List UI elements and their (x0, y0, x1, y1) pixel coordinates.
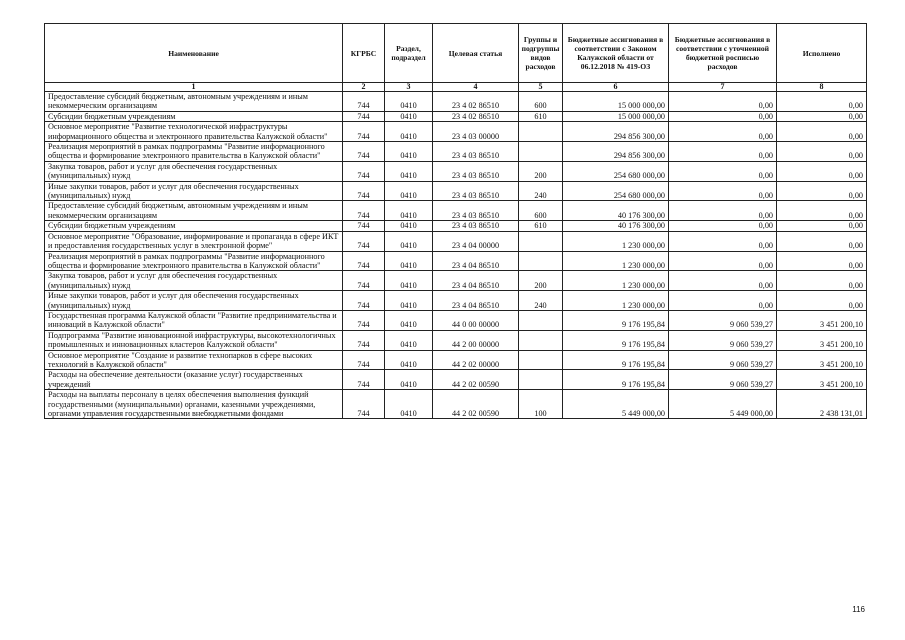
table-row (45, 201, 867, 221)
row-razdel: 0410 (385, 221, 433, 231)
row-razdel: 0410 (385, 310, 433, 330)
row-name: Предоставление субсидий бюджетным, автономным учреждениям и иным некоммерческим организациям (45, 92, 343, 112)
row-budget-refined: 9 060 539,27 (669, 370, 777, 390)
row-target-article: 44 2 02 00590 (433, 370, 519, 390)
row-kgrbs: 744 (343, 271, 385, 291)
row-executed: 3 451 200,10 (777, 370, 867, 390)
row-budget-law: 9 176 195,84 (563, 370, 669, 390)
column-number: 3 (385, 83, 433, 92)
row-budget-law: 9 176 195,84 (563, 330, 669, 350)
table-row (45, 142, 867, 162)
row-expense-group: 240 (519, 181, 563, 201)
row-razdel: 0410 (385, 122, 433, 142)
row-target-article: 23 4 03 86510 (433, 201, 519, 221)
row-razdel: 0410 (385, 330, 433, 350)
row-budget-law: 9 176 195,84 (563, 350, 669, 370)
row-expense-group (519, 330, 563, 350)
row-kgrbs: 744 (343, 330, 385, 350)
row-razdel: 0410 (385, 161, 433, 181)
row-budget-law: 15 000 000,00 (563, 111, 669, 121)
row-executed: 0,00 (777, 271, 867, 291)
table-row (45, 92, 867, 112)
row-expense-group: 600 (519, 201, 563, 221)
row-executed: 0,00 (777, 291, 867, 311)
header-executed: Исполнено (777, 24, 867, 83)
row-executed: 3 451 200,10 (777, 330, 867, 350)
row-razdel: 0410 (385, 142, 433, 162)
header-budget-refined: Бюджетные ассигнования в соответствии с уточненной бюджетной росписью расходов (669, 24, 777, 83)
row-kgrbs: 744 (343, 111, 385, 121)
row-expense-group (519, 231, 563, 251)
row-budget-refined: 5 449 000,00 (669, 390, 777, 419)
row-budget-refined: 9 060 539,27 (669, 310, 777, 330)
row-name: Субсидии бюджетным учреждениям (45, 111, 343, 121)
row-budget-law: 1 230 000,00 (563, 231, 669, 251)
row-razdel: 0410 (385, 390, 433, 419)
row-kgrbs: 744 (343, 251, 385, 271)
row-budget-law: 5 449 000,00 (563, 390, 669, 419)
table-row (45, 221, 867, 231)
row-target-article: 44 0 00 00000 (433, 310, 519, 330)
row-budget-law: 9 176 195,84 (563, 310, 669, 330)
table-row (45, 122, 867, 142)
row-budget-refined: 0,00 (669, 201, 777, 221)
row-target-article: 23 4 04 86510 (433, 271, 519, 291)
row-expense-group: 600 (519, 92, 563, 112)
row-budget-refined: 0,00 (669, 111, 777, 121)
row-name: Иные закупки товаров, работ и услуг для обеспечения государственных (муниципальных) нужд (45, 181, 343, 201)
column-number-row (45, 83, 867, 92)
row-expense-group: 240 (519, 291, 563, 311)
table-body (45, 92, 867, 419)
row-executed: 0,00 (777, 142, 867, 162)
column-number: 8 (777, 83, 867, 92)
row-razdel: 0410 (385, 201, 433, 221)
row-kgrbs: 744 (343, 142, 385, 162)
row-budget-refined: 0,00 (669, 231, 777, 251)
row-kgrbs: 744 (343, 92, 385, 112)
row-razdel: 0410 (385, 92, 433, 112)
row-expense-group: 610 (519, 221, 563, 231)
row-budget-refined: 0,00 (669, 142, 777, 162)
row-target-article: 23 4 02 86510 (433, 92, 519, 112)
row-expense-group (519, 350, 563, 370)
row-target-article: 23 4 02 86510 (433, 111, 519, 121)
row-executed: 0,00 (777, 221, 867, 231)
row-target-article: 23 4 03 86510 (433, 142, 519, 162)
column-number: 7 (669, 83, 777, 92)
row-budget-refined: 0,00 (669, 291, 777, 311)
row-budget-law: 1 230 000,00 (563, 271, 669, 291)
row-budget-law: 254 680 000,00 (563, 161, 669, 181)
row-kgrbs: 744 (343, 201, 385, 221)
row-name: Реализация мероприятий в рамках подпрограммы "Развитие информационного общества и формирование электронного правительства в Калужской области" (45, 142, 343, 162)
row-name: Закупка товаров, работ и услуг для обеспечения государственных (муниципальных) нужд (45, 161, 343, 181)
row-expense-group (519, 142, 563, 162)
row-expense-group: 200 (519, 161, 563, 181)
row-name: Реализация мероприятий в рамках подпрограммы "Развитие информационного общества и формирование электронного правительства в Калужской области" (45, 251, 343, 271)
row-razdel: 0410 (385, 231, 433, 251)
row-executed: 2 438 131,01 (777, 390, 867, 419)
row-name: Предоставление субсидий бюджетным, автономным учреждениям и иным некоммерческим организациям (45, 201, 343, 221)
header-razdel: Раздел, подраздел (385, 24, 433, 83)
row-kgrbs: 744 (343, 370, 385, 390)
row-expense-group (519, 310, 563, 330)
row-budget-refined: 0,00 (669, 251, 777, 271)
row-kgrbs: 744 (343, 231, 385, 251)
table-row (45, 231, 867, 251)
row-budget-refined: 0,00 (669, 122, 777, 142)
page-number: 116 (852, 605, 865, 614)
row-target-article: 23 4 03 00000 (433, 122, 519, 142)
column-number: 5 (519, 83, 563, 92)
row-name: Основное мероприятие "Развитие технологической инфраструктуры информационного общества и электронного правительства Калужской области" (45, 122, 343, 142)
row-razdel: 0410 (385, 291, 433, 311)
row-kgrbs: 744 (343, 350, 385, 370)
row-target-article: 44 2 02 00590 (433, 390, 519, 419)
row-target-article: 44 2 00 00000 (433, 330, 519, 350)
row-budget-refined: 0,00 (669, 161, 777, 181)
table-row (45, 370, 867, 390)
row-budget-refined: 9 060 539,27 (669, 330, 777, 350)
row-budget-refined: 0,00 (669, 92, 777, 112)
table-row (45, 181, 867, 201)
row-budget-refined: 9 060 539,27 (669, 350, 777, 370)
table-row (45, 271, 867, 291)
row-kgrbs: 744 (343, 161, 385, 181)
table-row (45, 350, 867, 370)
row-expense-group: 610 (519, 111, 563, 121)
row-budget-law: 294 856 300,00 (563, 122, 669, 142)
row-budget-refined: 0,00 (669, 181, 777, 201)
row-expense-group: 200 (519, 271, 563, 291)
row-executed: 0,00 (777, 161, 867, 181)
row-name: Расходы на выплаты персоналу в целях обеспечения выполнения функций государственными (муниципальными) органами, казенными учреждениями, органами управления государственными внебюджетными фондами (45, 390, 343, 419)
row-kgrbs: 744 (343, 291, 385, 311)
row-executed: 0,00 (777, 122, 867, 142)
row-razdel: 0410 (385, 350, 433, 370)
row-expense-group (519, 251, 563, 271)
column-number: 1 (45, 83, 343, 92)
table-row (45, 310, 867, 330)
row-razdel: 0410 (385, 251, 433, 271)
row-budget-law: 15 000 000,00 (563, 92, 669, 112)
row-target-article: 23 4 03 86510 (433, 161, 519, 181)
row-target-article: 23 4 04 86510 (433, 251, 519, 271)
row-kgrbs: 744 (343, 181, 385, 201)
row-razdel: 0410 (385, 181, 433, 201)
row-target-article: 23 4 04 00000 (433, 231, 519, 251)
row-expense-group (519, 370, 563, 390)
row-razdel: 0410 (385, 370, 433, 390)
row-executed: 0,00 (777, 181, 867, 201)
row-target-article: 44 2 02 00000 (433, 350, 519, 370)
header-groups: Группы и подгруппы видов расходов (519, 24, 563, 83)
row-budget-refined: 0,00 (669, 221, 777, 231)
row-budget-law: 254 680 000,00 (563, 181, 669, 201)
row-executed: 0,00 (777, 201, 867, 221)
row-name: Основное мероприятие "Создание и развитие технопарков в сфере высоких технологий в Калужской области" (45, 350, 343, 370)
column-number: 6 (563, 83, 669, 92)
row-budget-law: 1 230 000,00 (563, 291, 669, 311)
row-executed: 3 451 200,10 (777, 350, 867, 370)
table-row (45, 390, 867, 419)
row-name: Расходы на обеспечение деятельности (оказание услуг) государственных учреждений (45, 370, 343, 390)
row-expense-group: 100 (519, 390, 563, 419)
row-name: Основное мероприятие "Образование, информирование и пропаганда в сфере ИКТ и предоставления государственных услуг в электронной форме" (45, 231, 343, 251)
row-budget-refined: 0,00 (669, 271, 777, 291)
row-kgrbs: 744 (343, 390, 385, 419)
row-executed: 0,00 (777, 231, 867, 251)
row-razdel: 0410 (385, 271, 433, 291)
row-executed: 0,00 (777, 92, 867, 112)
table-row (45, 291, 867, 311)
header-kgrbs: КГРБС (343, 24, 385, 83)
row-target-article: 23 4 03 86510 (433, 181, 519, 201)
row-kgrbs: 744 (343, 221, 385, 231)
table-row (45, 111, 867, 121)
row-name: Государственная программа Калужской области "Развитие предпринимательства и инноваций в Калужской области" (45, 310, 343, 330)
row-executed: 0,00 (777, 251, 867, 271)
table-row (45, 251, 867, 271)
row-kgrbs: 744 (343, 310, 385, 330)
column-number: 4 (433, 83, 519, 92)
table-row (45, 161, 867, 181)
row-executed: 0,00 (777, 111, 867, 121)
row-target-article: 23 4 03 86510 (433, 221, 519, 231)
budget-document (44, 23, 866, 419)
row-razdel: 0410 (385, 111, 433, 121)
row-budget-law: 294 856 300,00 (563, 142, 669, 162)
row-budget-law: 40 176 300,00 (563, 201, 669, 221)
header-budget-law: Бюджетные ассигнования в соответствии с Законом Калужской области от 06.12.2018 № 419-ОЗ (563, 24, 669, 83)
row-budget-law: 1 230 000,00 (563, 251, 669, 271)
budget-table (44, 23, 867, 419)
header-target: Целевая статья (433, 24, 519, 83)
row-name: Закупка товаров, работ и услуг для обеспечения государственных (муниципальных) нужд (45, 271, 343, 291)
row-executed: 3 451 200,10 (777, 310, 867, 330)
row-name: Субсидии бюджетным учреждениям (45, 221, 343, 231)
row-expense-group (519, 122, 563, 142)
table-header-row (45, 24, 867, 83)
table-row (45, 330, 867, 350)
header-name: Наименование (45, 24, 343, 83)
column-number: 2 (343, 83, 385, 92)
row-name: Иные закупки товаров, работ и услуг для обеспечения государственных (муниципальных) нужд (45, 291, 343, 311)
row-target-article: 23 4 04 86510 (433, 291, 519, 311)
row-budget-law: 40 176 300,00 (563, 221, 669, 231)
row-name: Подпрограмма "Развитие инновационной инфраструктуры, высокотехнологичных промышленных и инновационных кластеров Калужской области" (45, 330, 343, 350)
row-kgrbs: 744 (343, 122, 385, 142)
